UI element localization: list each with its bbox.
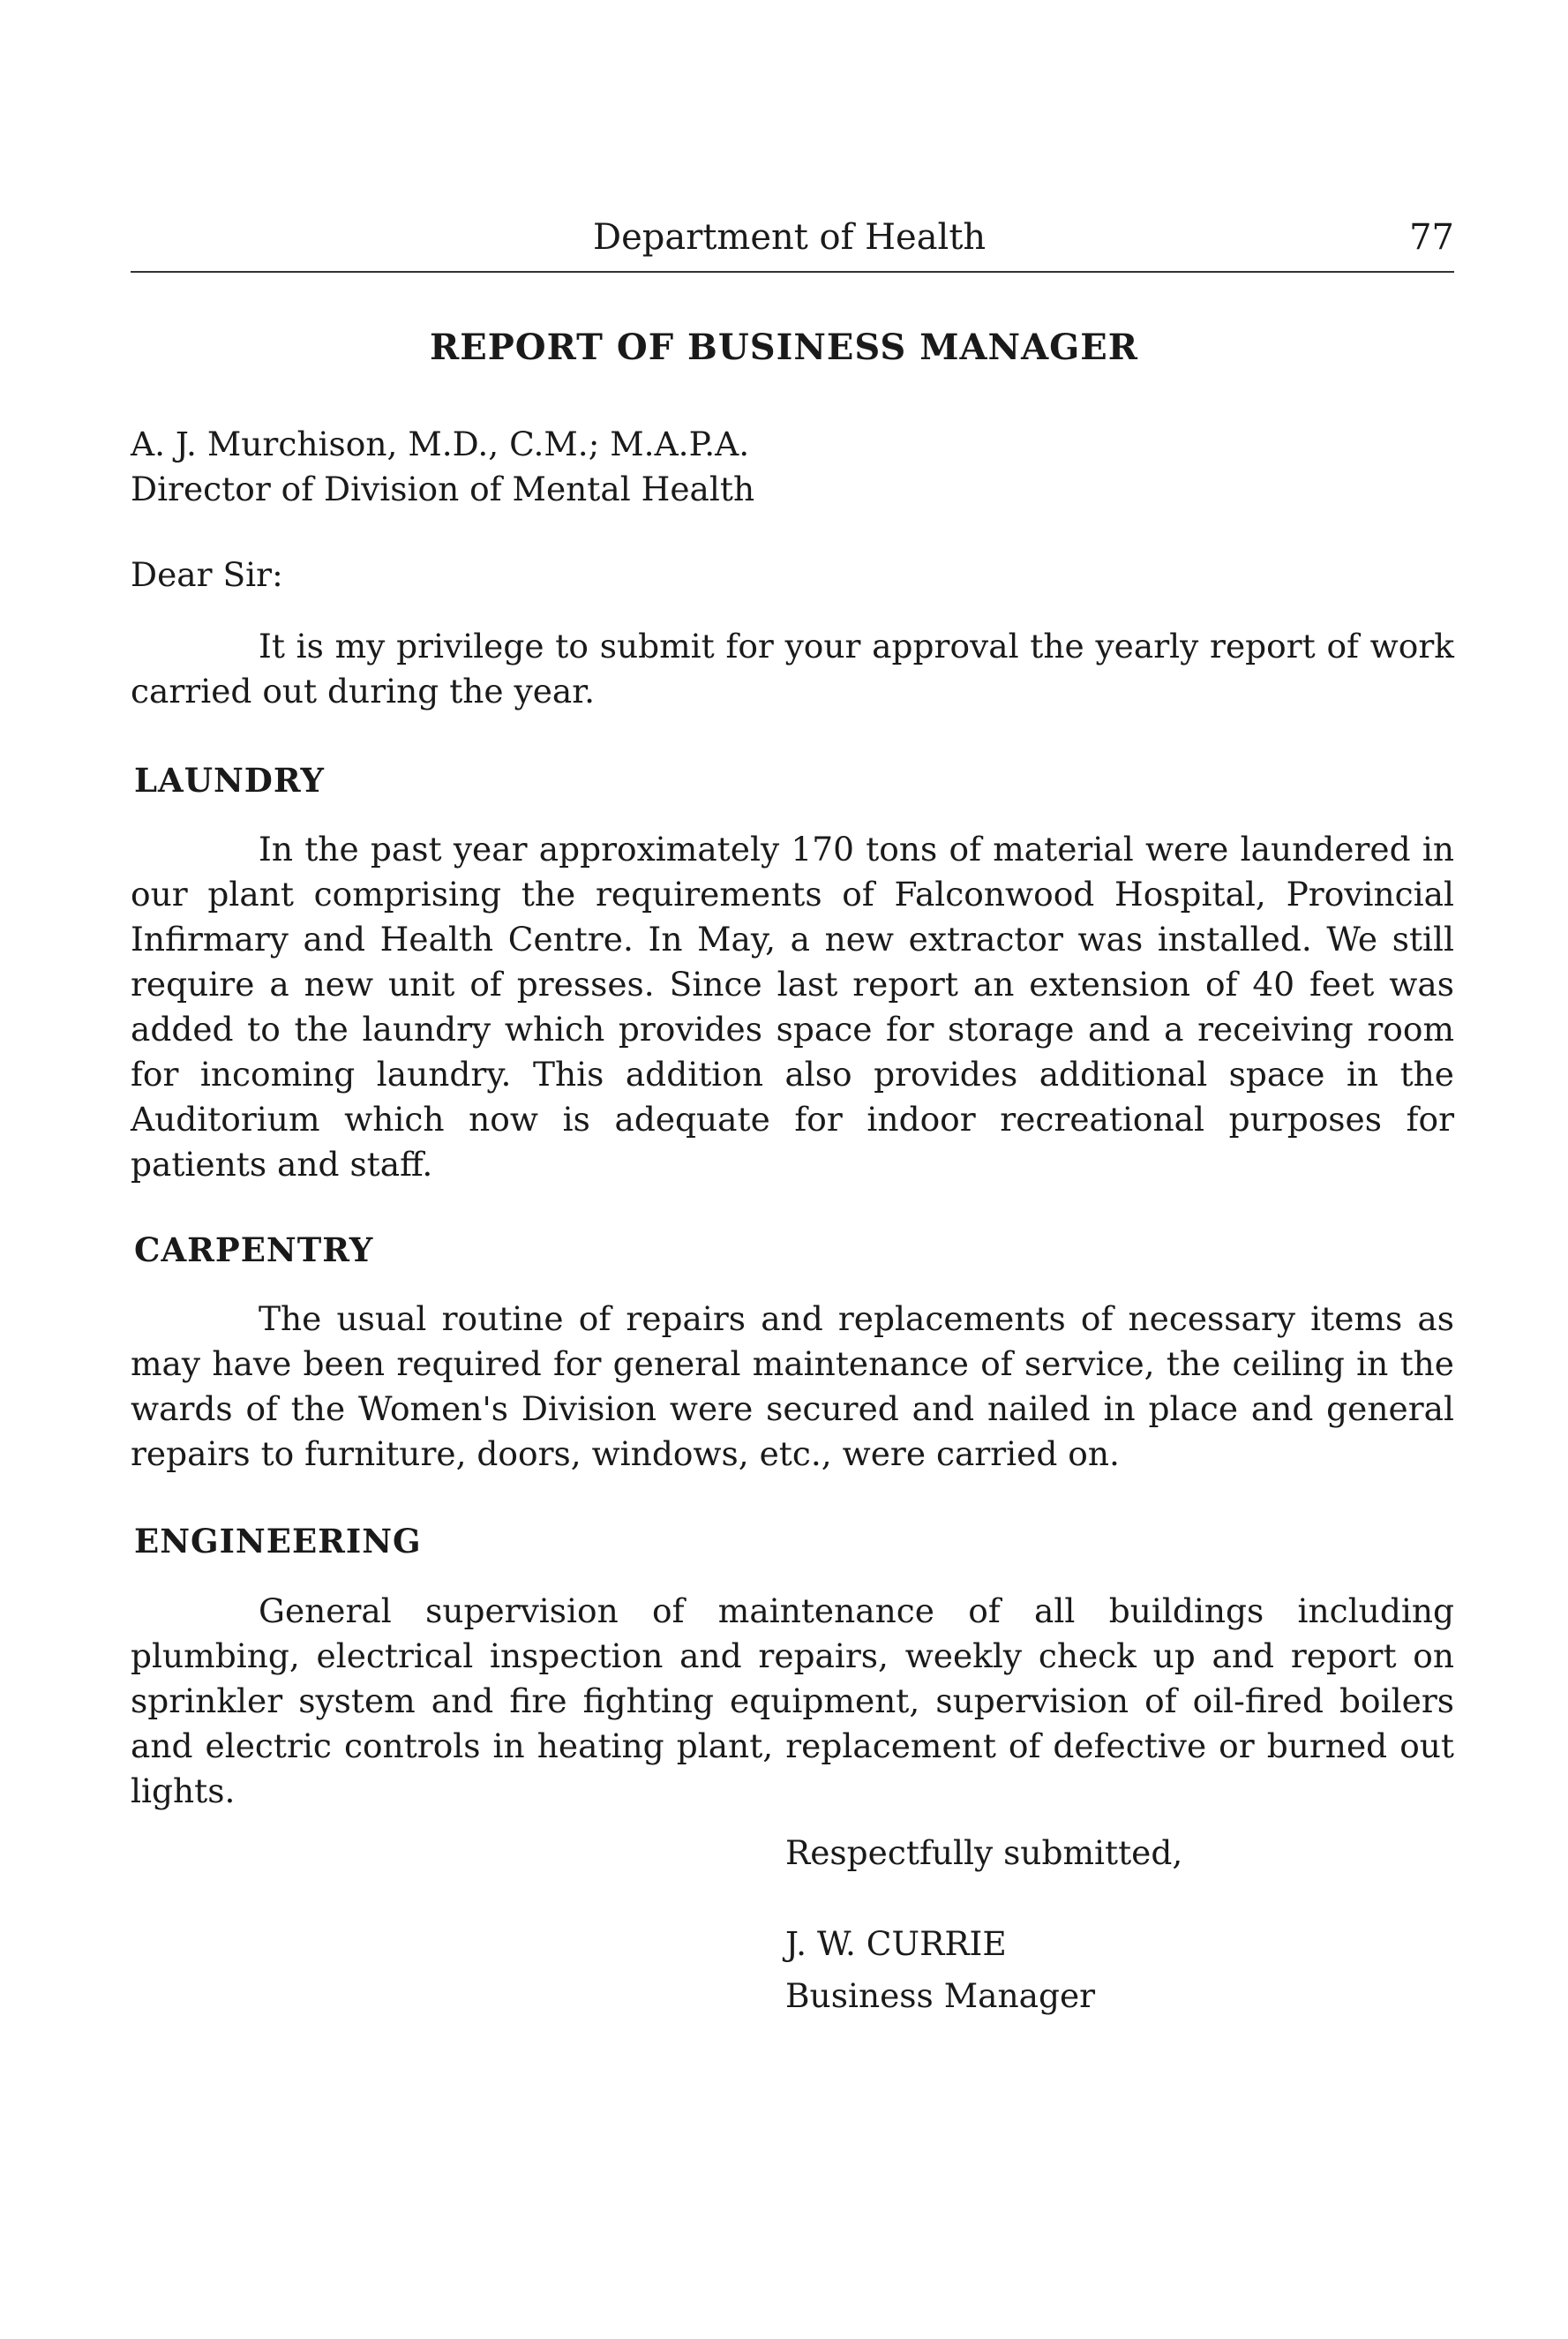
intro-block [131, 624, 1454, 714]
salutation: Dear Sir: [131, 555, 283, 594]
page-number: 77 [1409, 217, 1454, 258]
running-head [131, 208, 1454, 270]
addressee-name: A. J. Murchison, M.D., C.M.; M.A.P.A. [131, 425, 750, 463]
addressee-block [131, 422, 1454, 512]
section-engineering [131, 1589, 1454, 1814]
closing-line: Respectfully submitted, [785, 1833, 1183, 1872]
section-body-laundry: In the past year approximately 170 tons of material were laundered in our plant comprising the requirements of Falconwood Hospital, Provincial Infirmary and Health Centre. In May, a new extractor was installed. We still require a new unit of presses. Since last report an extension of 40 feet was added to the laundry which provides space for storage and a receiving room for incoming laundry. This addition also provides additional space in the Auditorium which now is adequate for indoor recreational purposes for patients and staff. [131, 830, 1454, 1184]
section-carpentry [131, 1297, 1454, 1477]
signatory-name: J. W. CURRIE [785, 1924, 1007, 1963]
section-laundry [131, 827, 1454, 1187]
signatory-title: Business Manager [785, 1976, 1096, 2015]
section-heading-carpentry: CARPENTRY [134, 1230, 374, 1269]
section-body-engineering: General supervision of maintenance of all buildings including plumbing, electrical inspection and repairs, weekly check up and report on sprinkler system and fire fighting equipment, supervision of oil-fired boilers and electric controls in heating plant, replacement of defective or burned out lights. [131, 1591, 1454, 1810]
addressee-position: Director of Division of Mental Health [131, 470, 755, 508]
section-body-carpentry: The usual routine of repairs and replacements of necessary items as may have been required for general maintenance of service, the ceiling in the wards of the Women's Division were secured and nailed in place and general repairs to furniture, doors, windows, etc., were carried on. [131, 1299, 1454, 1473]
section-heading-engineering: ENGINEERING [134, 1522, 422, 1561]
section-heading-laundry: LAUNDRY [134, 761, 325, 800]
intro-paragraph: It is my privilege to submit for your approval the yearly report of work carried out during the year. [131, 627, 1454, 711]
running-head-title: Department of Health [593, 217, 987, 258]
report-title: REPORT OF BUSINESS MANAGER [429, 327, 1138, 368]
header-rule [131, 271, 1454, 273]
